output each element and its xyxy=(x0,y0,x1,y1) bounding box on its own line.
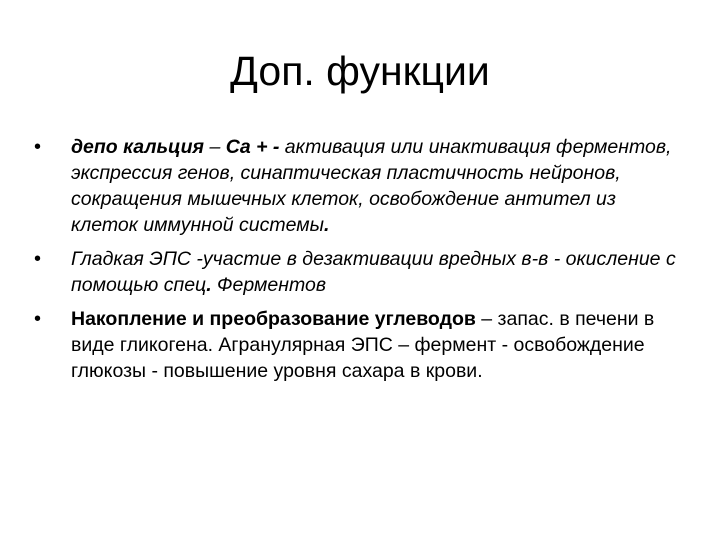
bullet-icon: • xyxy=(34,136,42,158)
bullet-list xyxy=(34,134,684,392)
bullet-term: депо кальция xyxy=(71,136,205,158)
bullet-icon: • xyxy=(34,248,42,270)
slide-title: Доп. функции xyxy=(230,48,490,94)
bullet-tail: . xyxy=(323,214,330,236)
bullet-dot-mark: . xyxy=(206,274,212,296)
bullet-text: – запас. в печени в виде гликогена. Агранулярная ЭПС – фермент - освобождение глюкозы - повышение уровня сахара в крови. xyxy=(71,308,655,382)
bullet-item-calcium-depot xyxy=(34,134,684,238)
bullet-icon: • xyxy=(34,308,42,330)
bullet-item-carbohydrates xyxy=(34,306,684,384)
bullet-text: Гладкая ЭПС -участие в дезактивации вредных в-в - окисление с помощью спец xyxy=(71,248,676,296)
bullet-text: активация или инактивация ферментов, экспрессия генов, синаптическая пластичность нейронов, сокращения мышечных клеток, освобождение антител из клеток иммунной системы xyxy=(71,136,672,236)
bullet-item-smooth-er xyxy=(34,246,684,298)
bullet-dash: – xyxy=(204,136,226,158)
bullet-term: Накопление и преобразование углеводов xyxy=(71,308,476,330)
bullet-text-continued: Ферментов xyxy=(211,274,327,296)
bullet-ion: Ca + - xyxy=(225,136,280,158)
